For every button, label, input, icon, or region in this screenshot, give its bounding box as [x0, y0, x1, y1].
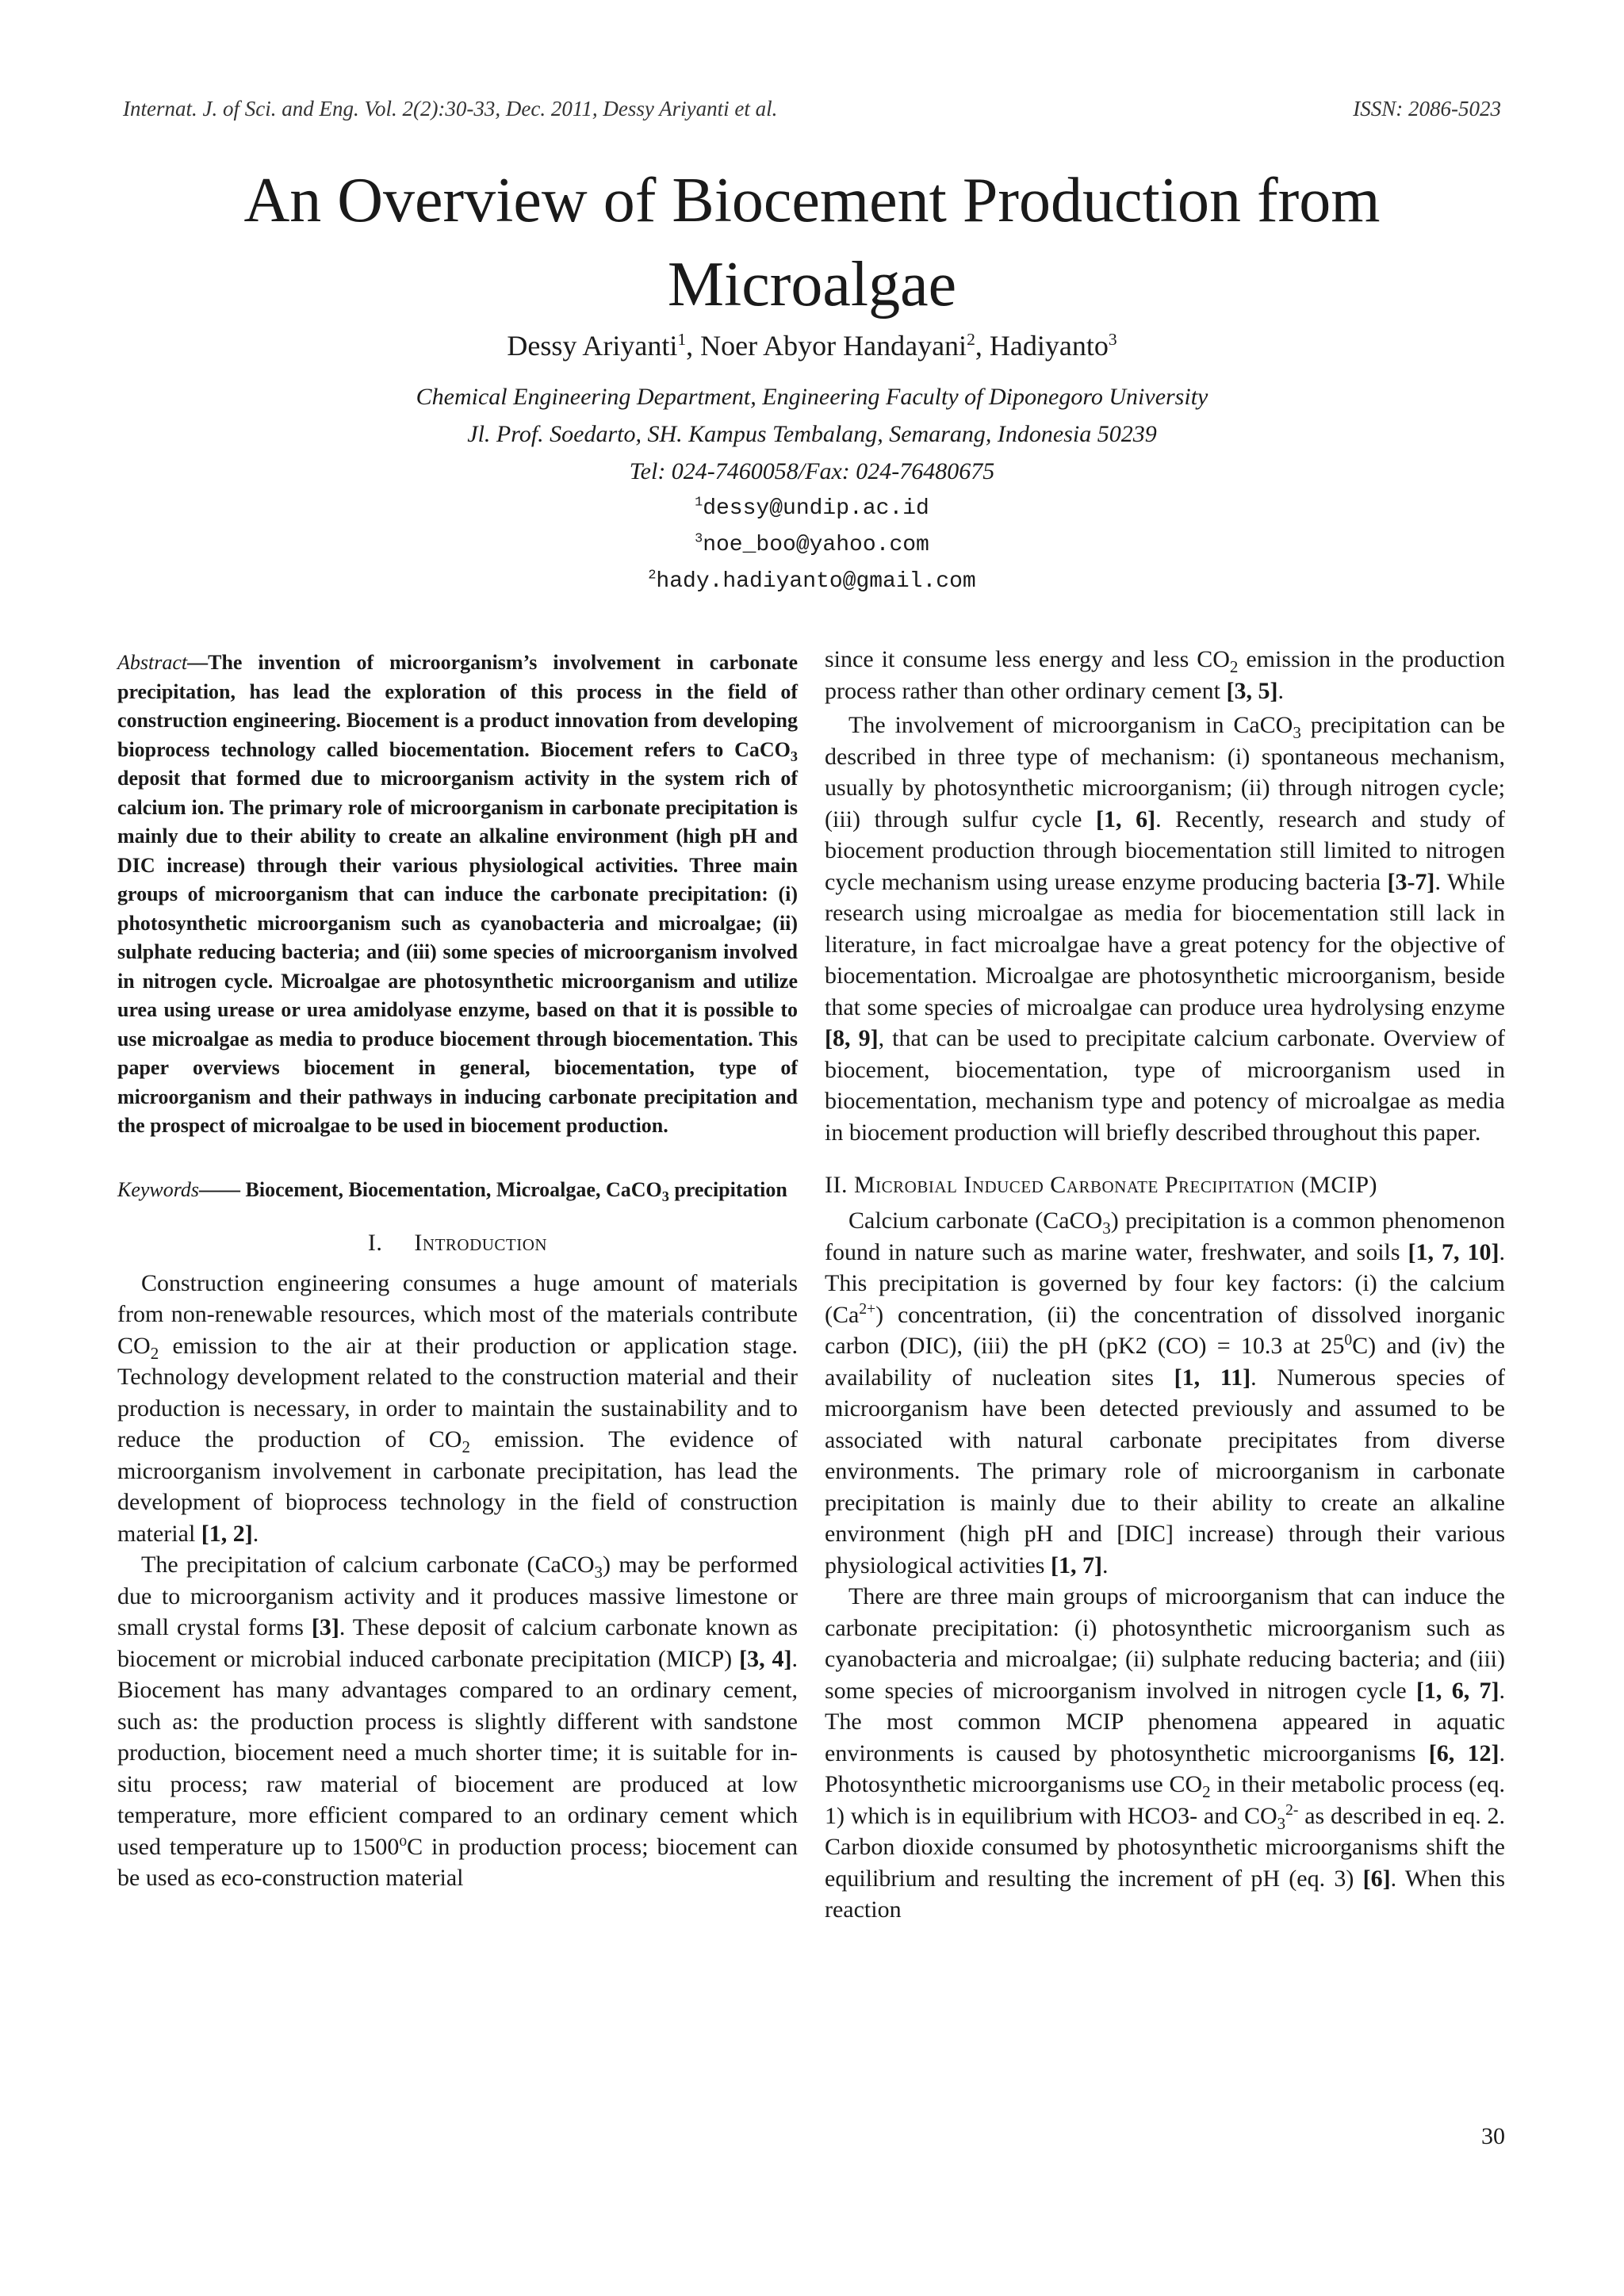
text: . Numerous species of microorganism have been detected previously and assumed to be associated with natural carbonate precipitates from diverse environments. The primary role of microorganism in carbonate precipitation is mainly due to their ability to create an alkaline environment (high pH and [DIC] increase) through their various physiological activities: [825, 1364, 1506, 1578]
subscript: 2: [150, 1343, 159, 1363]
citation: [1, 7]: [1050, 1552, 1102, 1578]
text: , that can be used to precipitate calcium carbonate. Overview of biocement, biocementation, type of microorganism used in biocementation, mechanism type and potency of microalgae as media in biocement production will briefly described throughout this paper.: [825, 1025, 1505, 1146]
keywords: [117, 1176, 798, 1204]
email-mark: 3: [695, 531, 703, 547]
text: . Biocement has many advantages compared to an ordinary cement, such as: the production process is slightly different with sandstone production, biocement need a much shorter time; it is suitable for in-situ process; raw material of biocement are produced at low temperature, more efficient compared to an ordinary cement which used temperature up to 1500: [117, 1645, 799, 1860]
paragraph: [825, 644, 1505, 706]
paper-title: [159, 159, 1465, 327]
email-mark: 2: [648, 568, 657, 584]
section-title: Introduction: [414, 1229, 548, 1256]
text: . Recently, research and study of biocement production through biocementation still limited to nitrogen cycle mechanism using urease enzyme producing bacteria: [825, 806, 1505, 895]
affiliation-phone: Tel: 024-7460058/Fax: 024-76480675: [629, 458, 995, 484]
section-heading-mcip: [825, 1172, 1505, 1199]
text: The involvement of microorganism in CaCO: [848, 712, 1293, 738]
citation: [1, 7, 10]: [1408, 1238, 1500, 1265]
author-separator: ,: [686, 330, 701, 362]
text: since it consume less energy and less CO: [825, 646, 1230, 672]
text: in their metabolic process (eq. 1) which is in equilibrium with HCO3- and CO: [825, 1771, 1505, 1829]
citation: [1, 6, 7]: [1415, 1677, 1500, 1704]
author-affil-mark: 3: [1108, 330, 1117, 349]
email-line[interactable]: [0, 533, 1624, 557]
citation: [3, 4]: [739, 1645, 792, 1672]
subscript: 3: [1277, 1813, 1286, 1833]
section-number: I.: [367, 1229, 383, 1256]
abstract-text: The invention of microorganism’s involvement in carbonate precipitation, has lead the exploration of this process in the field of construction engineering. Biocement is a product innovation from developing bioprocess technology called biocementation. Biocement refers to CaCO: [117, 651, 798, 761]
paragraph: [117, 1268, 798, 1550]
text: . While research using microalgae as media for biocementation still lack in literature, in fact microalgae have a great potency for the objective of biocementation. Microalgae are photosynthetic microorganism, beside that some species of microalgae can produce urea hydrolysing enzyme: [825, 868, 1505, 1020]
citation: [3, 5]: [1226, 677, 1278, 704]
text: . This precipitation is governed by four key factors: (i) the calcium (Ca: [825, 1238, 1505, 1328]
citation: [6]: [1362, 1865, 1391, 1892]
keywords-dash: ——: [199, 1177, 246, 1201]
superscript: 0: [1344, 1332, 1353, 1349]
paragraph: [117, 1549, 798, 1894]
text: . When this reaction: [825, 1865, 1505, 1923]
author-name: Hadiyanto: [989, 330, 1109, 362]
right-column: [825, 644, 1505, 1926]
subscript: 3: [1293, 723, 1301, 742]
author-name: Dessy Ariyanti: [507, 330, 678, 362]
journal-citation: Internat. J. of Sci. and Eng. Vol. 2(2):30-33, Dec. 2011, Dessy Ariyanti et al.: [123, 97, 778, 121]
affiliation-address: Jl. Prof. Soedarto, SH. Kampus Tembalang, Semarang, Indonesia 50239: [467, 421, 1157, 447]
email-address[interactable]: dessy@undip.ac.id: [703, 496, 929, 521]
text: C in production process; biocement can be used as eco-construction material: [117, 1833, 798, 1891]
citation: [1, 11]: [1174, 1364, 1251, 1391]
email-mark: 1: [695, 495, 703, 511]
text: C) and (iv) the availability of nucleation sites: [825, 1333, 1506, 1391]
issn: ISSN: 2086-5023: [1353, 97, 1501, 121]
citation: [1, 2]: [201, 1520, 253, 1547]
abstract-dash: —: [187, 651, 209, 674]
superscript: o: [399, 1832, 408, 1850]
citation: [6, 12]: [1428, 1739, 1500, 1766]
left-column: [117, 649, 798, 1894]
text: ) concentration, (ii) the concentration of dissolved inorganic carbon (DIC), (iii) the pH (pK2 (CO) = 10.3 at 25: [825, 1301, 1505, 1359]
paragraph: [825, 1581, 1505, 1926]
citation: [1, 6]: [1095, 806, 1156, 832]
paragraph: [825, 1205, 1505, 1581]
keywords-text: precipitation: [668, 1177, 787, 1201]
title-line-2: Microalgae: [667, 250, 957, 320]
superscript: 2-: [1285, 1801, 1299, 1819]
abstract-label: Abstract: [117, 651, 188, 674]
author-list: [0, 329, 1624, 362]
email-address[interactable]: noe_boo@yahoo.com: [703, 533, 929, 557]
section-number: II.: [825, 1172, 848, 1198]
text: There are three main groups of microorganism that can induce the carbonate precipitation: (i) photosynthetic microorganism such as cyanobacteria and microalgae; (ii) sulphate reducing bacteria; and (iii) some species of microorganism involved in nitrogen cycle: [825, 1583, 1505, 1704]
keywords-text: Biocement, Biocementation, Microalgae, CaCO: [245, 1177, 662, 1201]
keywords-label: Keywords: [117, 1177, 200, 1201]
author-name: Noer Abyor Handayani: [700, 330, 967, 362]
superscript: 2+: [859, 1300, 876, 1318]
page-number: 30: [1481, 2123, 1505, 2149]
section-title: Microbial Induced Carbonate Precipitation: [853, 1172, 1295, 1198]
subscript: 3: [790, 748, 798, 764]
abstract: [117, 649, 798, 1141]
author-affil-mark: 2: [967, 330, 975, 349]
subscript: 2: [462, 1437, 470, 1456]
text: .: [1101, 1552, 1109, 1578]
section-heading-introduction: [117, 1230, 798, 1257]
citation: [3]: [311, 1614, 339, 1640]
text: .: [252, 1520, 259, 1547]
text: . Photosynthetic microorganisms use CO: [825, 1739, 1506, 1797]
author-affil-mark: 1: [677, 330, 687, 349]
subscript: 3: [661, 1188, 669, 1204]
subscript: 3: [1102, 1219, 1111, 1238]
paragraph: [825, 710, 1505, 1148]
section-abbr: (MCIP): [1300, 1172, 1377, 1198]
text: . The most common MCIP phenomena appeared in aquatic environments is caused by photosynthetic microorganisms: [825, 1677, 1505, 1766]
text: precipitation can be described in three type of mechanism: (i) spontaneous mechanism, usually by photosynthetic microorganism; (ii) through nitrogen cycle; (iii) through sulfur cycle: [825, 712, 1505, 832]
citation: [8, 9]: [825, 1025, 879, 1051]
title-line-1: An Overview of Biocement Production from: [243, 166, 1381, 235]
text: ) may be performed due to microorganism activity and it produces massive limestone or small crystal forms: [117, 1552, 798, 1640]
text: emission. The evidence of microorganism involvement in carbonate precipitation, has lead the development of bioprocess technology in the field of construction material: [117, 1426, 798, 1547]
abstract-text: deposit that formed due to microorganism activity in the system rich of calcium ion. The primary role of microorganism in carbonate precipitation is mainly due to their ability to create an alkaline environment (high pH and DIC increase) through their various physiological activities. Three main groups of microorganism that can induce the carbonate precipitation: (i) photosynthetic microorganism such as cyanobacteria and microalgae; (ii) sulphate reducing bacteria; and (iii) some species of microorganism involved in nitrogen cycle. Microalgae are photosynthetic microorganism and utilize urea using urease or urea amidolyase enzyme, based on that it is possible to use microalgae as media to produce biocement through biocementation. This paper overviews biocement in general, biocementation, type of microorganism and their pathways in inducing carbonate precipitation and the prospect of microalgae to be used in biocement production.: [117, 767, 798, 1137]
email-line[interactable]: [0, 569, 1624, 594]
text: Calcium carbonate (CaCO: [848, 1207, 1103, 1234]
subscript: 2: [1229, 657, 1239, 676]
email-address[interactable]: hady.hadiyanto@gmail.com: [656, 569, 976, 594]
email-line[interactable]: [0, 496, 1624, 521]
text: The precipitation of calcium carbonate (CaCO: [141, 1552, 595, 1578]
affiliation-department: Chemical Engineering Department, Engineering Faculty of Diponegoro University: [416, 384, 1208, 410]
author-separator: ,: [975, 330, 990, 362]
text: emission in the production process rather than other ordinary cement: [825, 646, 1505, 704]
text: . These deposit of calcium carbonate known as biocement or microbial induced carbonate precipitation (MICP): [117, 1614, 798, 1672]
subscript: 3: [594, 1563, 603, 1582]
text: as described in eq. 2. Carbon dioxide consumed by photosynthetic microorganisms shift the equilibrium and resulting the increment of pH (eq. 3): [825, 1802, 1505, 1892]
text: .: [1277, 677, 1284, 704]
text: Construction engineering consumes a huge amount of materials from non-renewable resources, which most of the materials contribute CO: [117, 1269, 798, 1359]
text: emission to the air at their production or application stage. Technology development related to the construction material and their production is necessary, in order to maintain the sustainability and to reduce the production of CO: [117, 1332, 798, 1452]
text: ) precipitation is a common phenomenon found in nature such as marine water, freshwater, and soils: [825, 1207, 1505, 1265]
subscript: 2: [1202, 1782, 1211, 1801]
citation: [3-7]: [1387, 868, 1435, 895]
